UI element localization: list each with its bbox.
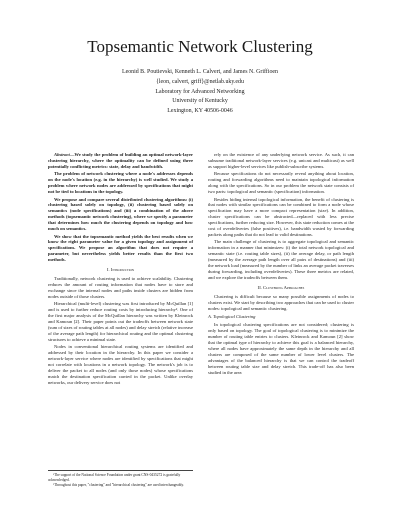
section-heading-introduction: I. Introduction	[106, 267, 135, 273]
paper-title: Topsemantic Network Clustering	[87, 37, 313, 56]
abstract-paragraph: The problem of network clustering where a node's addresses depends on the node's location (e.g. in the hierarchy) is well studied. We study a problem where network nodes are addressed by specifications that might not be tied to locations in the topology.	[48, 171, 193, 195]
author-emails: {leon, calvert, griff}@netlab.uky.edu	[156, 78, 244, 85]
body-paragraph: The main challenge of clustering is to aggregate topological and semantic information in a manner that minimizes: (i) the total network topological and semantic state (i.e. routing table sizes), (ii) the average delay, or path length (measured by the average path length over all pairs of destinations) and (iii) the network load (measured by the number of links an average packet traverses during forwarding, including overdeliveries). These three metrics are related, and we explore the tradeoffs between them.	[208, 239, 354, 280]
author-city: Lexington, KY 40506-0046	[167, 108, 233, 115]
abstract	[48, 152, 193, 263]
footnotes	[48, 470, 193, 489]
body-paragraph: Besides hiding internal topological information, the benefit of clustering is that nodes with similar specifications can be combined to form a node whose specification may have a more compact representation (size). In addition, cluster specifications can be abstracted—replaced with less precise specifications, further reducing size. However, this state reduction comes at the cost of overdeliveries (false positives), i.e. bandwidth wasted by forwarding packets along paths that do not lead to valid destinations.	[208, 196, 354, 237]
left-column	[48, 152, 193, 387]
body-paragraph: Because specifications do not necessarily reveal anything about location, routing and forwarding algorithms need to maintain topological information along with the specifications. So in our problem the network state consists of two parts: topological and semantic (specification) information.	[208, 171, 354, 195]
abstract-paragraph: Abstract—We study the problem of building an optimal network-layer clustering hierarchy, where the optimality can be defined using three potentially conflicting metrics: state, delay and bandwidth.	[48, 152, 193, 169]
body-paragraph: Hierarchical (multi-level) clustering was first introduced by McQuillan [1] and is used to further reduce routing costs by introducing hierarchy². One of the first major analysis of the McQuillan hierarchy was written by Kleinrock and Kamoun [2]. Their paper points out the tradeoffs between network state (sum of sizes of routing tables at all nodes) and delay stretch (relative increase of the average path length) for hierarchical routing and the optimal clustering structures to achieve a minimal state.	[48, 301, 193, 342]
footnote: ²Throughout this paper, "clustering" and "hierarchical clustering" are used interchangeably.	[53, 483, 185, 488]
body-paragraph: Traditionally, network clustering is used to achieve scalability. Clustering reduces the amount of routing information that nodes have to store and exchange since the internal nodes and paths inside clusters are hidden from nodes outside of those clusters.	[48, 276, 193, 299]
author-names: Leonid B. Poutievski, Kenneth L. Calvert, and James N. Griffioen	[122, 69, 278, 75]
footnote: ¹The support of the National Science Foundation under grant CNS-0435272 is gratefully acknowledged.	[48, 473, 181, 482]
abstract-label: Abstract—	[54, 152, 75, 157]
abstract-paragraph: We propose and compare several distributed clustering algorithms: (i) clustering based solely on topology, (ii) clustering based solely on semantics (node specifications) and (iii) a combination of the above methods (topsemantic network clustering), where we specify a parameter that determines how much the clustering depends on topology and how much on semantics.	[48, 196, 193, 232]
subsection-heading-topological: A. Topological Clustering	[208, 314, 256, 320]
author-block	[0, 68, 400, 117]
body-paragraph: Nodes in conventional hierarchical routing systems are identified and addressed by their location in the hierarchy. In this paper we consider a network-layer service where nodes are identified by specifications that might not correlate with locations in a network topology. The network's job is to deliver the packet to all nodes (and only those nodes) whose specifications match the destination specification carried in the packet. Unlike overlay networks, our delivery service does not	[48, 344, 193, 385]
author-lab: Laboratory for Advanced Networking	[155, 88, 245, 95]
author-university: University of Kentucky	[172, 98, 228, 105]
body-paragraph: Clustering is difficult because so many possible assignments of nodes to clusters exist. We start by describing two approaches that can be used to cluster nodes: topological and semantic clustering.	[208, 293, 354, 311]
abstract-paragraph: We show that the topsemantic method yields the best results when we know the right parameter value for a given topology and assignment of specifications. We propose an algorithm that does not require a parameter, but nevertheless yields better results than the first two methods.	[48, 233, 193, 263]
body-paragraph: rely on the existence of any underlying network service. As such, it can subsume traditional network-layer services (e.g. unicast and multicast) as well as support higher-level services like publish-subscribe systems.	[208, 152, 354, 169]
section-heading-clustering-approaches: II. Clustering Approaches	[257, 284, 305, 290]
right-column	[208, 152, 354, 377]
body-paragraph: In topological clustering specifications are not considered; clustering is only based on topology. The goal of topological clustering is to minimize the number of routing table entries to clusters. Kleinrock and Kamoun [2] show that the optimal type of hierarchy to achieve this goal is a balanced hierarchy, where all nodes have approximately the same depth in the hierarchy and all clusters are composed of the same number of lower level clusters. The advantages of the balanced hierarchy is that we can control the tradeoff between routing table size and delay stretch. This trade-off has also been studied in the area	[208, 322, 354, 375]
